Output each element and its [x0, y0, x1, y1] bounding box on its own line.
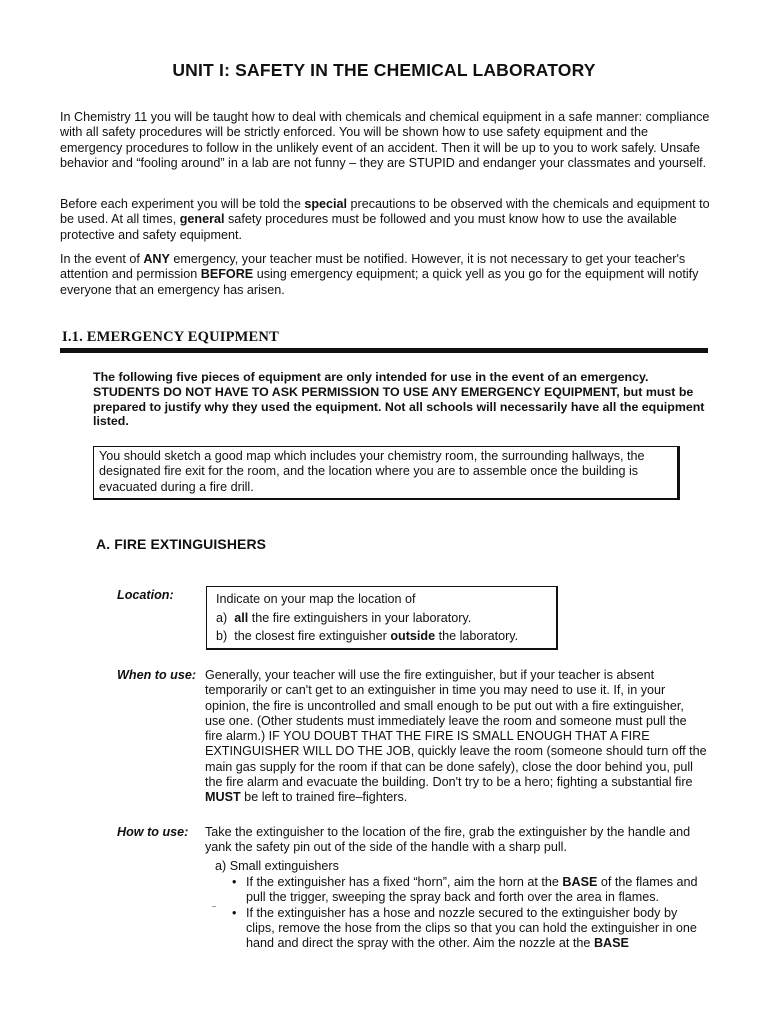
text-run: In the event of	[60, 252, 144, 266]
bullet-icon: •	[232, 905, 237, 920]
location-label: Location:	[117, 588, 174, 602]
text-run: be left to trained fire–fighters.	[240, 790, 408, 805]
emphasis-special: special	[304, 197, 348, 211]
emphasis-all: all	[234, 610, 249, 625]
bullet-list	[230, 875, 706, 951]
item-marker: a)	[216, 610, 228, 625]
text-run: the fire extinguishers in your laboratory.	[248, 610, 472, 625]
text-run: If the extinguisher has a hose and nozzle secured to the extinguisher body by clips, remove the hose from the clips so that you can hold the extinguisher in one hand and direct the spray with the other. Aim the nozzle at the	[246, 905, 697, 951]
emphasis-before: BEFORE	[200, 267, 254, 282]
text-run: precautions to be observed with the chemicals and equipment to be used. At all times,	[60, 197, 710, 227]
scan-speck	[212, 906, 216, 907]
emphasis-outside: outside	[390, 629, 436, 643]
text-run: Generally, your teacher will use the fire extinguisher, but if your teacher is absent temporarily or can't get to an extinguisher in time you may need to use it. If, in your opinion, the fire is uncontrolled and small enough to be put out with a fire extinguisher, use one. (Other students must immediately leave the room and someone must pull the fire alarm.) IF YOU DOUBT THAT THE FIRE IS SMALL ENOUGH THAT A FIRE EXTINGUISHER WILL DO THE JOB, quickly leave the room (someone should turn off the main gas supply for the room if that can be done safely), close the door behind you, pull the fire alarm and evacuate the building. Don't try to be a hero; fighting a substantial fire	[205, 668, 707, 790]
text-run: emergency, your teacher must be notified. However, it is not necessary to get your teacher's attention and permission	[60, 252, 686, 282]
text-run: of the flames and pull the trigger, sweeping the spray back and forth over the area in flames.	[246, 875, 698, 905]
text-run: using emergency equipment; a quick yell as you go for the equipment will notify everyone that an emergency has arisen.	[60, 267, 699, 297]
emergency-notice: The following five pieces of equipment are only intended for use in the event of an emergency. STUDENTS DO NOT HAVE TO ASK PERMISSION TO USE ANY EMERGENCY EQUIPMENT, but must be prepared to justify why they used the equipment. Not all schools will necessarily have all the equipment listed.	[93, 370, 705, 429]
location-item-a	[216, 609, 550, 628]
intro-paragraph-1: In Chemistry 11 you will be taught how to deal with chemicals and chemical equipment in a safe manner: compliance with all safety procedures will be strictly enforced. You will be shown how to use safety equipment and the emergency procedures to follow in the unlikely event of an accident. Then it will be up to you to work safely. Unsafe behavior and “fooling around” in a lab are not funny – they are STUPID and endanger your classmates and yourself.	[60, 110, 710, 171]
fire-extinguishers-heading: A. FIRE EXTINGUISHERS	[96, 536, 267, 552]
emphasis-base: BASE	[562, 875, 598, 889]
emphasis-base: BASE	[593, 936, 629, 951]
map-instruction-box: You should sketch a good map which includes your chemistry room, the surrounding hallways, the designated fire exit for the room, and the location where you are to assemble once the building is evacuated during a fire drill.	[93, 446, 680, 500]
text-run: Before each experiment you will be told the	[60, 197, 305, 211]
bullet-icon: •	[232, 875, 237, 889]
section-heading: I.1. EMERGENCY EQUIPMENT	[62, 329, 279, 345]
location-item-b	[216, 627, 550, 646]
list-item	[230, 906, 706, 952]
emphasis-any: ANY	[143, 252, 170, 266]
how-to-use-label: How to use:	[117, 825, 189, 839]
list-item-small-extinguishers: a) Small extinguishers	[215, 859, 339, 873]
location-box	[206, 586, 558, 650]
list-item	[230, 875, 706, 906]
section-divider	[60, 348, 708, 353]
page-title: UNIT I: SAFETY IN THE CHEMICAL LABORATORY	[172, 60, 596, 80]
emphasis-general: general	[179, 212, 225, 227]
text-run: If the extinguisher has a fixed “horn”, aim the horn at the	[246, 875, 563, 889]
how-to-use-text: Take the extinguisher to the location of the fire, grab the extinguisher by the handle and yank the safety pin out of the side of the handle with a sharp pull.	[205, 825, 691, 855]
when-to-use-label: When to use:	[117, 668, 197, 682]
text-run: the closest fire extinguisher	[234, 629, 391, 643]
item-marker: b)	[216, 629, 228, 643]
intro-paragraph-2	[60, 197, 710, 243]
location-line-1: Indicate on your map the location of	[216, 592, 416, 606]
text-run: safety procedures must be followed and you must know how to use the available protective and safety equipment.	[60, 212, 677, 242]
when-to-use-text	[205, 668, 707, 806]
text-run: the laboratory.	[435, 629, 519, 643]
emphasis-must: MUST	[205, 790, 241, 805]
intro-paragraph-3	[60, 252, 710, 298]
